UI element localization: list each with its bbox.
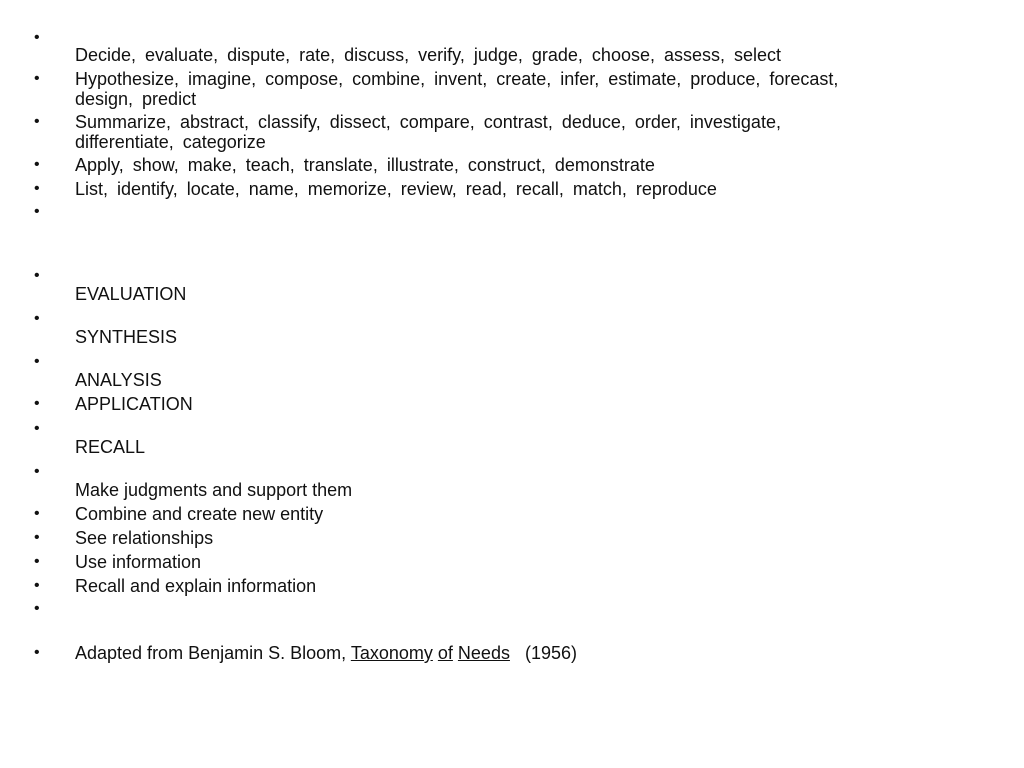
source-prefix: Adapted from Benjamin S. Bloom, [75,643,347,663]
bullet-dot: • [34,577,40,594]
source-title-word-of: of [437,643,453,663]
bullet-dot: • [34,463,40,480]
bullet-dot: • [34,267,40,284]
evaluation-verbs: Decide, evaluate, dispute, rate, discuss, verify, judge, grade, choose, assess, select [75,45,782,65]
bullet-dot: • [34,156,40,173]
bullet-dot: • [34,553,40,570]
source-citation [75,643,955,663]
level-analysis: ANALYSIS [75,370,162,390]
bullet-dot: • [34,70,40,87]
desc-analysis: See relationships [75,528,214,548]
desc-synthesis: Combine and create new entity [75,504,324,524]
bullet-dot: • [34,644,40,661]
level-synthesis: SYNTHESIS [75,327,178,347]
bullet-dot: • [34,180,40,197]
bullet-dot: • [34,353,40,370]
analysis-verbs-line2: differentiate, categorize [75,132,266,152]
bullet-dot: • [34,310,40,327]
level-application: APPLICATION [75,394,193,414]
desc-recall: Recall and explain information [75,576,317,596]
desc-application: Use information [75,552,202,572]
bullet-dot: • [34,29,40,46]
recall-verbs: List, identify, locate, name, memorize, review, read, recall, match, reproduce [75,179,717,199]
bullet-dot: • [34,529,40,546]
bullet-dot: • [34,600,40,617]
source-title-word-taxonomy: Taxonomy [350,643,433,663]
bullet-dot: • [34,113,40,130]
source-title-word-needs: Needs [457,643,510,663]
source-year: (1956) [524,643,577,663]
application-verbs: Apply, show, make, teach, translate, illustrate, construct, demonstrate [75,155,655,175]
desc-evaluation: Make judgments and support them [75,480,353,500]
analysis-verbs-line1: Summarize, abstract, classify, dissect, compare, contrast, deduce, order, investigate, [75,112,781,132]
bullet-dot: • [34,395,40,412]
bullet-dot: • [34,420,40,437]
bullet-dot: • [34,203,40,220]
bullet-dot: • [34,505,40,522]
level-recall: RECALL [75,437,146,457]
synthesis-verbs-line1: Hypothesize, imagine, compose, combine, invent, create, infer, estimate, produce, forecast, [75,69,839,89]
synthesis-verbs-line2: design, predict [75,89,197,109]
level-evaluation: EVALUATION [75,284,187,304]
